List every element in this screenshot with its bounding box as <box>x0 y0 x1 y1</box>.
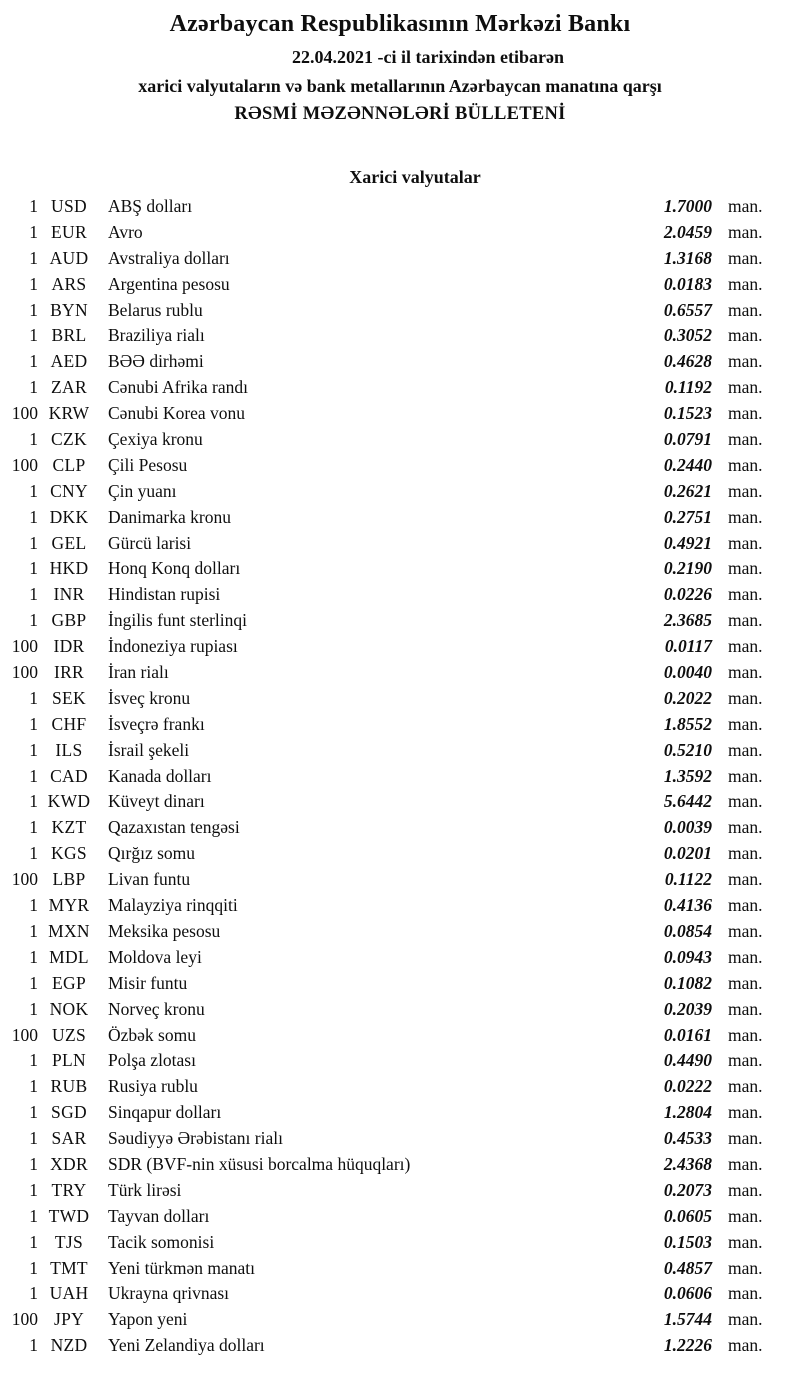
currency-code: CZK <box>51 429 87 450</box>
currency-rate: 0.1082 <box>663 972 712 993</box>
currency-name: Yapon yeni <box>108 1309 188 1330</box>
currency-unit-label: man. <box>728 920 763 941</box>
currency-quantity: 1 <box>29 1231 38 1252</box>
currency-name: Gürcü larisi <box>108 532 192 553</box>
currency-unit-label: man. <box>728 610 763 631</box>
currency-unit-label: man. <box>728 221 763 242</box>
currency-name: Özbək somu <box>108 1024 196 1045</box>
currency-unit-label: man. <box>728 1309 763 1330</box>
currency-name: ABŞ dolları <box>108 196 193 216</box>
currency-rate: 0.2751 <box>663 506 712 527</box>
currency-rate: 0.4490 <box>663 1050 712 1071</box>
currency-unit-label: man. <box>728 247 763 268</box>
currency-row <box>0 789 800 815</box>
currency-name: Cənubi Korea vonu <box>108 403 246 424</box>
currency-rate: 0.1192 <box>664 377 712 398</box>
currency-quantity: 1 <box>29 765 38 786</box>
currency-code: JPY <box>53 1309 85 1330</box>
currency-code: HKD <box>49 558 89 579</box>
currency-name: İngilis funt sterlinqi <box>108 610 248 631</box>
currency-row <box>0 1100 800 1126</box>
currency-name: Yeni türkmən manatı <box>108 1257 255 1278</box>
currency-quantity: 1 <box>29 687 38 708</box>
currency-code: KRW <box>48 403 90 424</box>
currency-rate: 1.5744 <box>663 1309 712 1330</box>
currency-rate: 0.3052 <box>663 325 712 346</box>
currency-name: Avstraliya dolları <box>108 247 230 268</box>
currency-quantity: 1 <box>29 1153 38 1174</box>
currency-name: Honq Konq dolları <box>108 558 241 579</box>
currency-unit-label: man. <box>728 765 763 786</box>
currency-quantity: 1 <box>29 429 38 450</box>
currency-rate: 0.0161 <box>663 1024 712 1045</box>
currency-unit-label: man. <box>728 869 763 890</box>
currency-code: LBP <box>52 869 86 890</box>
currency-code: BRL <box>51 325 87 346</box>
currency-row <box>0 660 800 686</box>
currency-rate: 0.1523 <box>663 403 712 424</box>
currency-name: Sinqapur dolları <box>108 1102 222 1123</box>
currency-name: Moldova leyi <box>108 946 202 967</box>
currency-row <box>0 1256 800 1282</box>
currency-unit-label: man. <box>728 429 763 450</box>
currency-quantity: 1 <box>29 920 38 941</box>
currency-code: MYR <box>48 895 90 916</box>
currency-unit-label: man. <box>728 662 763 683</box>
currency-quantity: 1 <box>29 791 38 812</box>
currency-row <box>0 971 800 997</box>
currency-code: EGP <box>52 972 86 993</box>
currency-rate: 0.0605 <box>663 1205 712 1226</box>
currency-rate: 0.0791 <box>663 429 712 450</box>
currency-rate: 0.2440 <box>663 454 712 475</box>
currency-code: KGS <box>51 843 87 864</box>
currency-row <box>0 686 800 712</box>
currency-row <box>0 1281 800 1307</box>
currency-quantity: 100 <box>11 662 38 683</box>
currency-unit-label: man. <box>728 480 763 501</box>
currency-code: GBP <box>51 610 87 631</box>
currency-quantity: 1 <box>29 196 38 216</box>
currency-rate: 0.0039 <box>663 817 712 838</box>
currency-code: NOK <box>49 998 89 1019</box>
currency-unit-label: man. <box>728 1283 763 1304</box>
currency-name: İndoneziya rupiası <box>108 636 238 657</box>
currency-name: Küveyt dinarı <box>108 791 205 812</box>
currency-name: Norveç kronu <box>108 998 205 1019</box>
currency-unit-label: man. <box>728 1257 763 1278</box>
currency-unit-label: man. <box>728 946 763 967</box>
currency-unit-label: man. <box>728 532 763 553</box>
currency-code: AUD <box>49 247 89 268</box>
currency-rate: 0.2022 <box>663 687 712 708</box>
currency-rate: 1.3168 <box>663 247 712 268</box>
currency-row <box>0 349 800 375</box>
currency-name: Ukrayna qrivnası <box>108 1283 230 1304</box>
currency-unit-label: man. <box>728 817 763 838</box>
currency-code: ZAR <box>51 377 87 398</box>
currency-code: TMT <box>50 1257 88 1278</box>
currency-unit-label: man. <box>728 299 763 320</box>
currency-quantity: 1 <box>29 325 38 346</box>
currency-quantity: 1 <box>29 1283 38 1304</box>
effective-date-line: 22.04.2021 -ci il tarixindən etibarən <box>292 47 564 67</box>
currency-rate: 0.1122 <box>664 869 712 890</box>
currency-row <box>0 556 800 582</box>
currency-row <box>0 1230 800 1256</box>
currency-name: Cənubi Afrika randı <box>108 377 248 398</box>
currency-name: Belarus rublu <box>108 299 203 320</box>
currency-code: KWD <box>47 791 91 812</box>
currency-rate: 0.0183 <box>663 273 712 294</box>
currency-row <box>0 427 800 453</box>
currency-row <box>0 1152 800 1178</box>
currency-name: Qazaxıstan tengəsi <box>108 817 240 838</box>
currency-code: TWD <box>48 1205 90 1226</box>
currency-name: Çexiya kronu <box>108 429 203 450</box>
currency-code: IDR <box>53 636 85 657</box>
currency-row <box>0 246 800 272</box>
currency-row <box>0 298 800 324</box>
currency-code: PLN <box>52 1050 86 1071</box>
currency-unit-label: man. <box>728 843 763 864</box>
currency-rate-table <box>0 194 800 1359</box>
currency-code: AED <box>50 351 88 372</box>
currency-unit-label: man. <box>728 998 763 1019</box>
currency-code: GEL <box>51 532 87 553</box>
currency-row <box>0 479 800 505</box>
currency-row <box>0 893 800 919</box>
currency-rate: 0.2621 <box>663 480 712 501</box>
currency-name: Polşa zlotası <box>108 1050 196 1071</box>
currency-rate: 5.6442 <box>663 791 712 812</box>
currency-code: USD <box>51 196 87 216</box>
currency-rate: 1.2804 <box>663 1102 712 1123</box>
currency-unit-label: man. <box>728 403 763 424</box>
currency-name: Səudiyyə Ərəbistanı rialı <box>108 1128 283 1149</box>
currency-row <box>0 841 800 867</box>
currency-name: Misir funtu <box>108 972 188 993</box>
currency-quantity: 1 <box>29 273 38 294</box>
currency-unit-label: man. <box>728 506 763 527</box>
currency-rate: 1.8552 <box>663 713 712 734</box>
currency-unit-label: man. <box>728 1024 763 1045</box>
section-title-foreign-currencies: Xarici valyutalar <box>349 167 481 187</box>
currency-rate: 0.0222 <box>663 1076 712 1097</box>
currency-code: CLP <box>52 454 86 475</box>
currency-name: Hindistan rupisi <box>108 584 221 605</box>
currency-name: Çin yuanı <box>108 480 177 501</box>
currency-rate: 0.4136 <box>663 895 712 916</box>
currency-quantity: 100 <box>11 454 38 475</box>
currency-row <box>0 738 800 764</box>
scope-line: xarici valyutaların və bank metallarının Azərbaycan manatına qarşı <box>138 76 662 96</box>
currency-row <box>0 505 800 531</box>
currency-unit-label: man. <box>728 895 763 916</box>
currency-quantity: 1 <box>29 558 38 579</box>
currency-unit-label: man. <box>728 325 763 346</box>
currency-quantity: 1 <box>29 247 38 268</box>
currency-name: Tayvan dolları <box>108 1205 210 1226</box>
currency-name: Meksika pesosu <box>108 920 221 941</box>
currency-name: Livan funtu <box>108 869 191 890</box>
currency-unit-label: man. <box>728 273 763 294</box>
currency-quantity: 1 <box>29 584 38 605</box>
currency-row <box>0 1048 800 1074</box>
currency-rate: 1.7000 <box>663 196 712 216</box>
currency-name: Kanada dolları <box>108 765 212 786</box>
currency-rate: 2.3685 <box>663 610 712 631</box>
currency-unit-label: man. <box>728 377 763 398</box>
currency-quantity: 100 <box>11 1309 38 1330</box>
currency-row <box>0 531 800 557</box>
currency-unit-label: man. <box>728 558 763 579</box>
currency-code: MXN <box>48 920 90 941</box>
currency-rate: 0.2073 <box>663 1179 712 1200</box>
currency-quantity: 1 <box>29 377 38 398</box>
currency-name: Türk lirəsi <box>108 1179 182 1200</box>
currency-row <box>0 608 800 634</box>
currency-code: BYN <box>50 299 88 320</box>
currency-code: TJS <box>54 1231 84 1252</box>
currency-row <box>0 375 800 401</box>
currency-quantity: 1 <box>29 713 38 734</box>
currency-unit-label: man. <box>728 713 763 734</box>
currency-code: SAR <box>51 1128 87 1149</box>
currency-code: IRR <box>53 662 85 683</box>
bank-title: Azərbaycan Respublikasının Mərkəzi Bankı <box>169 11 631 37</box>
currency-name: Qırğız somu <box>108 843 196 864</box>
currency-code: TRY <box>51 1179 87 1200</box>
currency-row <box>0 945 800 971</box>
currency-quantity: 1 <box>29 1076 38 1097</box>
currency-quantity: 1 <box>29 998 38 1019</box>
currency-name: Çili Pesosu <box>108 454 188 475</box>
currency-row <box>0 453 800 479</box>
currency-quantity: 1 <box>29 532 38 553</box>
currency-quantity: 1 <box>29 1179 38 1200</box>
currency-row <box>0 815 800 841</box>
currency-quantity: 1 <box>29 221 38 242</box>
currency-quantity: 1 <box>29 739 38 760</box>
currency-row <box>0 1204 800 1230</box>
currency-unit-label: man. <box>728 791 763 812</box>
currency-unit-label: man. <box>728 1335 763 1356</box>
currency-quantity: 100 <box>11 403 38 424</box>
currency-row <box>0 764 800 790</box>
currency-name: Argentina pesosu <box>108 273 230 294</box>
currency-row <box>0 1126 800 1152</box>
currency-row <box>0 323 800 349</box>
currency-code: DKK <box>49 506 89 527</box>
currency-code: SEK <box>52 687 86 708</box>
currency-unit-label: man. <box>728 1231 763 1252</box>
currency-unit-label: man. <box>728 1050 763 1071</box>
currency-unit-label: man. <box>728 972 763 993</box>
currency-row <box>0 401 800 427</box>
currency-row <box>0 1333 800 1359</box>
currency-row <box>0 634 800 660</box>
currency-quantity: 1 <box>29 946 38 967</box>
currency-rate: 1.3592 <box>663 765 712 786</box>
currency-rate: 0.4628 <box>663 351 712 372</box>
currency-code: UAH <box>49 1283 89 1304</box>
currency-code: SGD <box>51 1102 87 1123</box>
currency-name: SDR (BVF-nin xüsusi borcalma hüquqları) <box>108 1153 411 1174</box>
currency-code: ARS <box>51 273 87 294</box>
currency-name: Danimarka kronu <box>108 506 231 527</box>
currency-unit-label: man. <box>728 454 763 475</box>
currency-quantity: 1 <box>29 1050 38 1071</box>
currency-name: İsveçrə frankı <box>108 713 205 734</box>
currency-unit-label: man. <box>728 584 763 605</box>
currency-code: CAD <box>50 765 88 786</box>
currency-row <box>0 1074 800 1100</box>
currency-quantity: 100 <box>11 869 38 890</box>
currency-quantity: 1 <box>29 817 38 838</box>
currency-code: EUR <box>51 221 87 242</box>
currency-rate: 0.0117 <box>664 636 712 657</box>
currency-unit-label: man. <box>728 636 763 657</box>
currency-name: BƏƏ dirhəmi <box>108 351 204 372</box>
currency-code: KZT <box>51 817 87 838</box>
currency-name: İsveç kronu <box>108 687 191 708</box>
currency-rate: 0.4533 <box>663 1128 712 1149</box>
currency-rate: 0.0040 <box>663 662 712 683</box>
currency-name: Braziliya rialı <box>108 325 205 346</box>
currency-rate: 0.4857 <box>663 1257 712 1278</box>
currency-unit-label: man. <box>728 739 763 760</box>
currency-unit-label: man. <box>728 1153 763 1174</box>
currency-row <box>0 919 800 945</box>
currency-quantity: 1 <box>29 843 38 864</box>
currency-row <box>0 582 800 608</box>
currency-rate: 0.1503 <box>663 1231 712 1252</box>
currency-unit-label: man. <box>728 1102 763 1123</box>
currency-rate: 0.0201 <box>663 843 712 864</box>
currency-rate: 0.0606 <box>663 1283 712 1304</box>
currency-unit-label: man. <box>728 351 763 372</box>
currency-quantity: 1 <box>29 1335 38 1356</box>
currency-name: İran rialı <box>108 662 169 683</box>
currency-code: MDL <box>49 946 89 967</box>
currency-name: Avro <box>108 221 143 242</box>
currency-quantity: 1 <box>29 1257 38 1278</box>
currency-quantity: 1 <box>29 506 38 527</box>
currency-rate: 2.4368 <box>663 1153 712 1174</box>
currency-rate: 0.2190 <box>663 558 712 579</box>
currency-unit-label: man. <box>728 1076 763 1097</box>
currency-unit-label: man. <box>728 687 763 708</box>
currency-row <box>0 712 800 738</box>
currency-name: Tacik somonisi <box>108 1231 215 1252</box>
currency-row <box>0 867 800 893</box>
currency-code: RUB <box>50 1076 88 1097</box>
currency-name: Rusiya rublu <box>108 1076 198 1097</box>
currency-code: NZD <box>50 1335 88 1356</box>
currency-rate: 0.0226 <box>663 584 712 605</box>
currency-code: XDR <box>50 1153 88 1174</box>
currency-row <box>0 1178 800 1204</box>
currency-row <box>0 220 800 246</box>
currency-quantity: 100 <box>11 636 38 657</box>
currency-quantity: 1 <box>29 610 38 631</box>
currency-rate: 0.0943 <box>663 946 712 967</box>
currency-code: CHF <box>51 713 87 734</box>
currency-rate: 0.0854 <box>663 920 712 941</box>
currency-quantity: 1 <box>29 1102 38 1123</box>
currency-rate: 1.2226 <box>663 1335 712 1356</box>
currency-code: ILS <box>55 739 83 760</box>
bulletin-header <box>0 10 800 125</box>
currency-quantity: 1 <box>29 299 38 320</box>
currency-name: Yeni Zelandiya dolları <box>108 1335 265 1356</box>
currency-unit-label: man. <box>728 1128 763 1149</box>
currency-rate: 0.6557 <box>663 299 712 320</box>
currency-row <box>0 997 800 1023</box>
currency-row <box>0 1307 800 1333</box>
currency-unit-label: man. <box>728 1179 763 1200</box>
currency-quantity: 1 <box>29 1128 38 1149</box>
currency-row <box>0 194 800 220</box>
currency-rate: 0.4921 <box>663 532 712 553</box>
currency-code: CNY <box>50 480 88 501</box>
currency-name: Malayziya rinqqiti <box>108 895 238 916</box>
currency-rate: 0.5210 <box>663 739 712 760</box>
currency-rate: 0.2039 <box>663 998 712 1019</box>
bulletin-title: RƏSMİ MƏZƏNNƏLƏRİ BÜLLETENİ <box>234 104 566 124</box>
currency-unit-label: man. <box>728 1205 763 1226</box>
currency-quantity: 1 <box>29 480 38 501</box>
currency-quantity: 1 <box>29 1205 38 1226</box>
currency-code: UZS <box>52 1024 86 1045</box>
currency-row <box>0 272 800 298</box>
currency-quantity: 1 <box>29 895 38 916</box>
currency-quantity: 100 <box>11 1024 38 1045</box>
currency-name: İsrail şekeli <box>108 739 190 760</box>
currency-rate: 2.0459 <box>663 221 712 242</box>
currency-quantity: 1 <box>29 972 38 993</box>
currency-unit-label: man. <box>728 196 763 216</box>
currency-row <box>0 1023 800 1049</box>
currency-quantity: 1 <box>29 351 38 372</box>
currency-code: INR <box>53 584 85 605</box>
